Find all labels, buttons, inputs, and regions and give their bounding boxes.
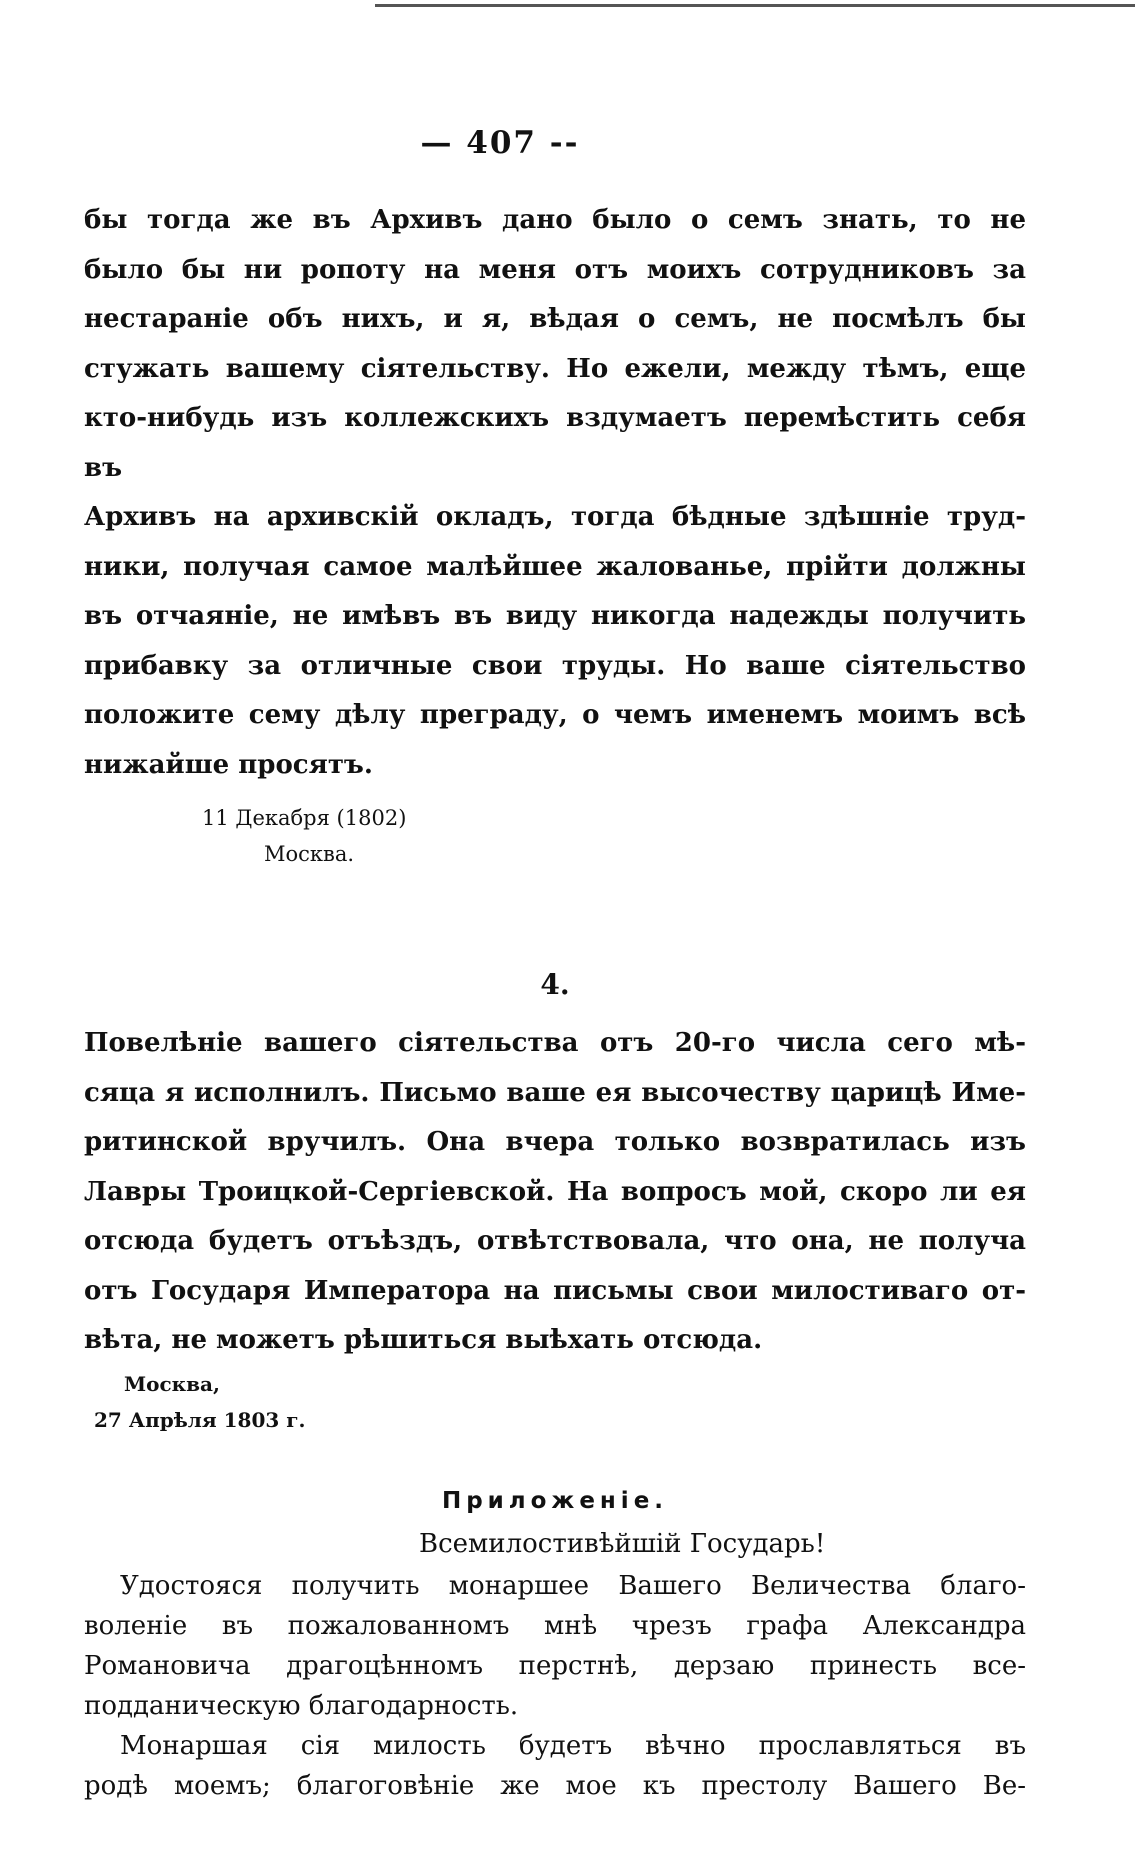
text-line: нестараніе объ нихъ, и я, вѣдая о семъ, не посмѣлъ бы — [84, 304, 1026, 334]
letter-3-dateline — [202, 800, 1026, 872]
text-line: въ отчаяніе, не имѣвъ въ виду никогда надежды получить — [84, 601, 1026, 631]
letter-4-date: 27 Апрѣля 1803 г. — [94, 1407, 306, 1432]
page-number: — 407 -- — [420, 125, 580, 161]
letter-3-date: 11 Декабря (1802) — [202, 806, 407, 830]
letter-4-number: 4. — [540, 968, 570, 1001]
text-line: ритинской вручилъ. Она вчера только возвратилась изъ — [84, 1127, 1026, 1157]
page-body — [84, 196, 1026, 1806]
letter-4-place: Москва, — [124, 1371, 220, 1396]
text-line: Повелѣніе вашего сіятельства отъ 20-го числа сего мѣ- — [84, 1028, 1026, 1058]
appendix-salutation: Всемилостивѣйшій Государь! — [419, 1528, 826, 1559]
text-line: Архивъ на архивскій окладъ, тогда бѣдные здѣшніе труд- — [84, 502, 1026, 532]
text-line: Удостояся получить монаршее Вашего Величества благо- — [120, 1570, 1026, 1601]
text-line: стужать вашему сіятельству. Но ежели, между тѣмъ, еще — [84, 353, 1026, 384]
text-line: было бы ни ропоту на меня отъ моихъ сотрудниковъ за — [84, 254, 1026, 285]
text-line: подданическую благодарность. — [84, 1690, 519, 1721]
text-line: Монаршая сія милость будетъ вѣчно прославляться въ — [120, 1730, 1026, 1761]
text-line: положите сему дѣлу преграду, о чемъ именемъ моимъ всѣ — [84, 700, 1026, 730]
appendix-title: Приложеніе. — [441, 1487, 669, 1514]
text-line: кто-нибудь изъ коллежскихъ вздумаетъ перемѣстить себя въ — [84, 403, 1026, 483]
text-line: родѣ моемъ; благоговѣніе же мое къ престолу Вашего Ве- — [84, 1770, 1026, 1801]
text-line: отсюда будетъ отъѣздъ, отвѣтствовала, что она, не получа — [84, 1226, 1026, 1256]
letter-3-place: Москва. — [264, 842, 355, 866]
text-line: сяца я исполнилъ. Письмо ваше ея высочеству царицѣ Име- — [84, 1077, 1026, 1108]
text-line: воленіе въ пожалованномъ мнѣ чрезъ графа Александра — [84, 1610, 1026, 1641]
letter-4-dateline — [94, 1366, 1026, 1438]
text-line: нижайше просятъ. — [84, 749, 373, 780]
letter-3-text — [84, 196, 1026, 790]
top-rule — [375, 4, 1135, 7]
text-line: вѣта, не можетъ рѣшиться выѣхать отсюда. — [84, 1325, 763, 1355]
appendix-paragraph-1 — [84, 1566, 1026, 1726]
text-line: прибавку за отличные свои труды. Но ваше сіятельство — [84, 650, 1026, 681]
text-line: ники, получая самое малѣйшее жалованье, прійти должны — [84, 551, 1026, 582]
text-line: отъ Государя Императора на письмы свои милостиваго от- — [84, 1275, 1026, 1306]
text-line: Романовича драгоцѣнномъ перстнѣ, дерзаю принесть все- — [84, 1650, 1026, 1681]
text-line: Лавры Троицкой-Сергіевской. На вопросъ мой, скоро ли ея — [84, 1176, 1026, 1207]
text-line: бы тогда же въ Архивъ дано было о семъ знать, то не — [84, 205, 1026, 235]
appendix-paragraph-2 — [84, 1726, 1026, 1806]
letter-4-text — [84, 1019, 1026, 1366]
